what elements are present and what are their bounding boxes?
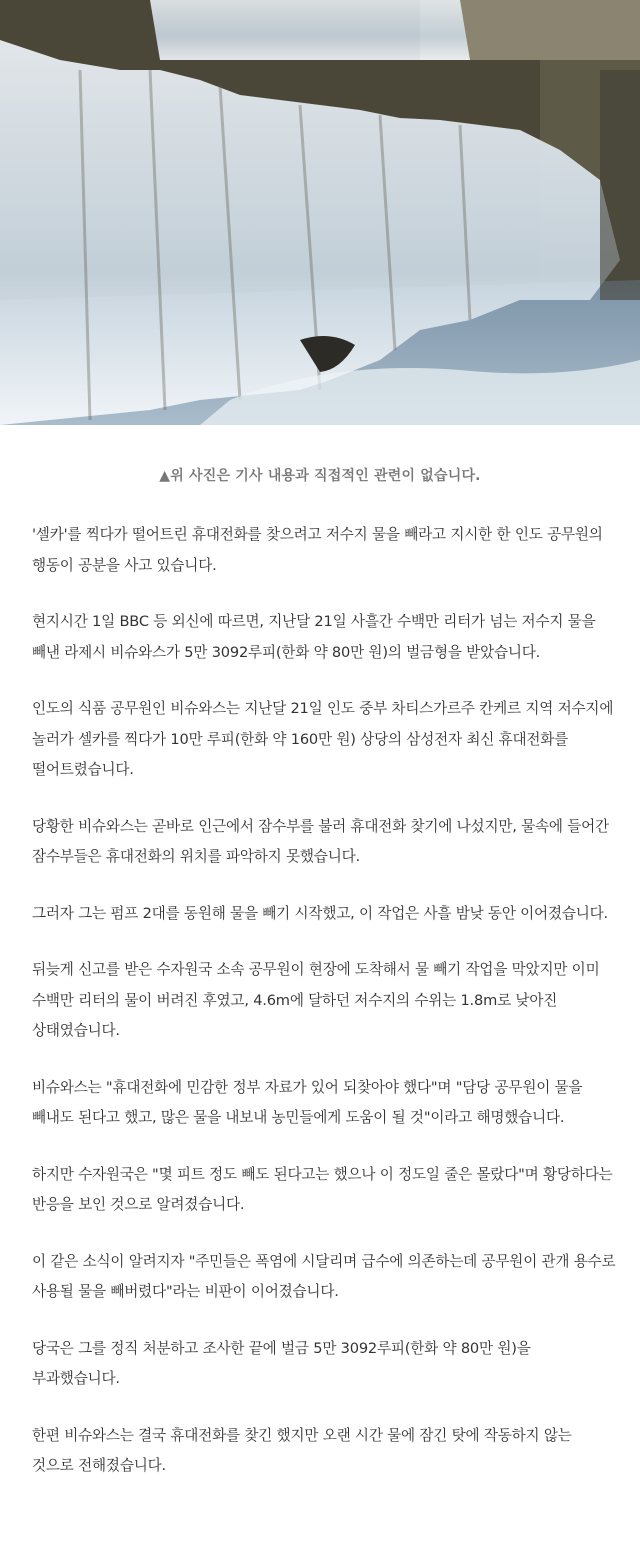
- article-body: [32, 520, 617, 1508]
- article-paragraph: 현지시간 1일 BBC 등 외신에 따르면, 지난달 21일 사흘간 수백만 리터가 넘는 저수지 물을 빼낸 라제시 비슈와스가 5만 3092루피(한화 약 80만 원)의 벌금형을 받았습니다.: [32, 613, 596, 661]
- article-paragraph: 인도의 식품 공무원인 비슈와스는 지난달 21일 인도 중부 차티스가르주 칸케르 지역 저수지에 놀러가 셀카를 찍다가 10만 루피(한화 약 160만 원) 상당의 삼성전자 최신 휴대전화를 떨어트렸습니다.: [32, 700, 614, 778]
- article-paragraph: 한편 비슈와스는 결국 휴대전화를 찾긴 했지만 오랜 시간 물에 잠긴 탓에 작동하지 않는 것으로 전해졌습니다.: [32, 1426, 572, 1474]
- article-paragraph: 당국은 그를 정직 처분하고 조사한 끝에 벌금 5만 3092루피(한화 약 80만 원)을 부과했습니다.: [32, 1339, 531, 1387]
- article-paragraph: 당황한 비슈와스는 곧바로 인근에서 잠수부를 불러 휴대전화 찾기에 나섰지만, 물속에 들어간 잠수부들은 휴대전화의 위치를 파악하지 못했습니다.: [32, 817, 609, 865]
- article-paragraph: '셀카'를 찍다가 떨어트린 휴대전화를 찾으려고 저수지 물을 빼라고 지시한 한 인도 공무원의 행동이 공분을 사고 있습니다.: [32, 526, 603, 574]
- article-paragraph: 뒤늦게 신고를 받은 수자원국 소속 공무원이 현장에 도착해서 물 빼기 작업을 막았지만 이미 수백만 리터의 물이 버려진 후였고, 4.6m에 달하던 저수지의 수위는 1.8m로 낮아진 상태였습니다.: [32, 961, 600, 1039]
- waterfall-photo: [0, 0, 640, 425]
- article-paragraph: 이 같은 소식이 알려지자 "주민들은 폭염에 시달리며 급수에 의존하는데 공무원이 관개 용수로 사용될 물을 빼버렸다"라는 비판이 이어졌습니다.: [32, 1252, 616, 1300]
- article-paragraph: 하지만 수자원국은 "몇 피트 정도 빼도 된다고는 했으나 이 정도일 줄은 몰랐다"며 황당하다는 반응을 보인 것으로 알려졌습니다.: [32, 1165, 613, 1213]
- article-paragraph: 비슈와스는 "휴대전화에 민감한 정부 자료가 있어 되찾아야 했다"며 "담당 공무원이 물을 빼내도 된다고 했고, 많은 물을 내보내 농민들에게 도움이 될 것"이라고 해명했습니다.: [32, 1078, 583, 1126]
- article-paragraph: 그러자 그는 펌프 2대를 동원해 물을 빼기 시작했고, 이 작업은 사흘 밤낮 동안 이어졌습니다.: [32, 904, 608, 922]
- waterfall-illustration: [0, 0, 640, 425]
- photo-caption: ▲위 사진은 기사 내용과 직접적인 관련이 없습니다.: [159, 468, 481, 484]
